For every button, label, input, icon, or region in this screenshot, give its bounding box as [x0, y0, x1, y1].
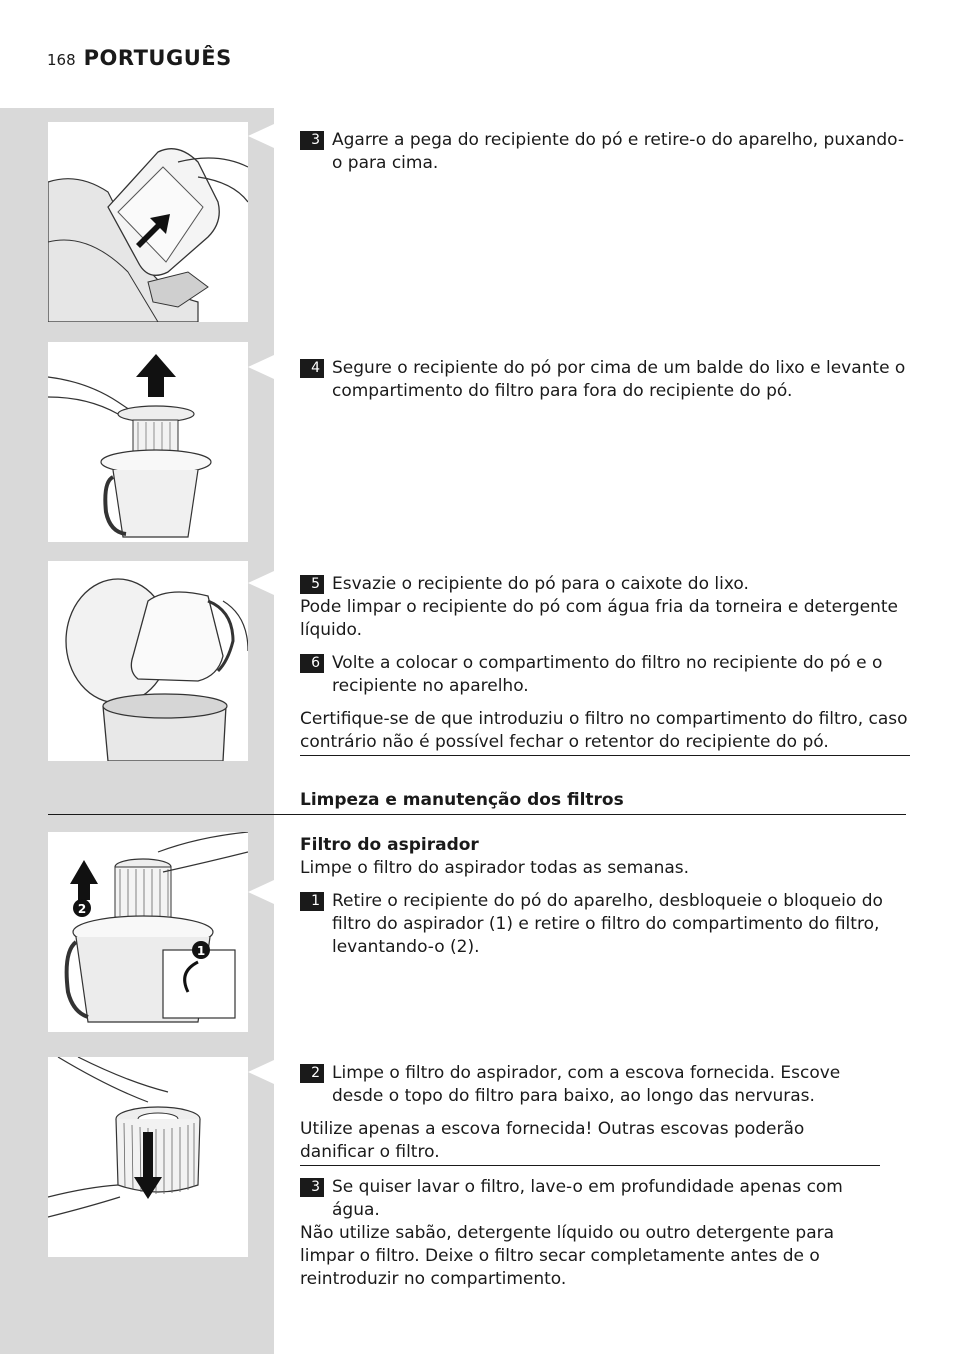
instruction-step-4 — [300, 357, 910, 403]
step-number-badge: 3 — [300, 1178, 324, 1197]
warning-note: Utilize apenas a escova fornecida! Outras escovas poderão danificar o filtro. — [300, 1118, 880, 1166]
step-number-badge: 2 — [300, 1064, 324, 1083]
illustration-brush-filter — [48, 1057, 248, 1257]
page-number: 168 — [47, 51, 76, 69]
warning-note: Certifique-se de que introduziu o filtro no compartimento do filtro, caso contrário não é possível fechar o retentor do recipiente do pó. — [300, 708, 910, 756]
figure-remove-motor-filter — [48, 832, 248, 1032]
step-note: Pode limpar o recipiente do pó com água fria da torneira e detergente líquido. — [300, 597, 898, 640]
page-header — [47, 46, 232, 76]
step-text: Segure o recipiente do pó por cima de um balde do lixo e levante o compartimento do filtro para fora do recipiente do pó. — [332, 358, 906, 401]
arrow-up-icon — [136, 354, 176, 397]
language-title: PORTUGUÊS — [83, 46, 232, 70]
marker-1-label: 1 — [196, 944, 206, 958]
step-number-badge: 6 — [300, 654, 324, 673]
instruction-steps-5-6 — [300, 573, 910, 756]
step-text: Agarre a pega do recipiente do pó e retire-o do aparelho, puxando-o para cima. — [332, 130, 905, 173]
section-heading: Limpeza e manutenção dos filtros — [300, 790, 624, 810]
section-divider — [48, 814, 906, 815]
figure-lift-filter-compartment — [48, 342, 248, 542]
step-number-badge: 5 — [300, 575, 324, 594]
instruction-filter-steps-2-3 — [300, 1062, 880, 1291]
figure-pointer — [248, 571, 274, 595]
figure-pointer — [248, 880, 274, 904]
figure-pointer — [248, 1060, 274, 1084]
illustration-remove-dust-container — [48, 122, 248, 322]
figure-brush-filter — [48, 1057, 248, 1257]
instruction-filter-step-1 — [300, 834, 910, 959]
instruction-step-3 — [300, 129, 910, 175]
step-text: Se quiser lavar o filtro, lave-o em profundidade apenas com água. — [332, 1177, 843, 1220]
step-number-badge: 1 — [300, 892, 324, 911]
step-text: Retire o recipiente do pó do aparelho, desbloqueie o bloqueio do filtro do aspirador (1) e retire o filtro do compartimento do filtro, levantando-o (2). — [332, 891, 883, 957]
subheading: Filtro do aspirador — [300, 835, 479, 855]
illustration-remove-motor-filter — [48, 832, 248, 1032]
illustration-empty-dust-container — [48, 561, 248, 761]
step-number-badge: 3 — [300, 131, 324, 150]
step-text: Volte a colocar o compartimento do filtro no recipiente do pó e o recipiente no aparelho. — [332, 653, 883, 696]
illustration-lift-filter-compartment — [48, 342, 248, 542]
figure-remove-dust-container — [48, 122, 248, 322]
figure-pointer — [248, 355, 274, 379]
step-text: Esvazie o recipiente do pó para o caixote do lixo. — [332, 574, 749, 594]
marker-2-label: 2 — [77, 902, 87, 916]
figure-empty-dust-container — [48, 561, 248, 761]
step-text: Limpe o filtro do aspirador, com a escova fornecida. Escove desde o topo do filtro para baixo, ao longo das nervuras. — [332, 1063, 841, 1106]
step-number-badge: 4 — [300, 359, 324, 378]
figure-pointer — [248, 124, 274, 148]
arrow-up-icon — [70, 860, 98, 900]
step-note: Não utilize sabão, detergente líquido ou outro detergente para limpar o filtro. Deixe o filtro secar completamente antes de o reintroduzir no compartimento. — [300, 1223, 835, 1289]
intro-text: Limpe o filtro do aspirador todas as semanas. — [300, 858, 690, 878]
